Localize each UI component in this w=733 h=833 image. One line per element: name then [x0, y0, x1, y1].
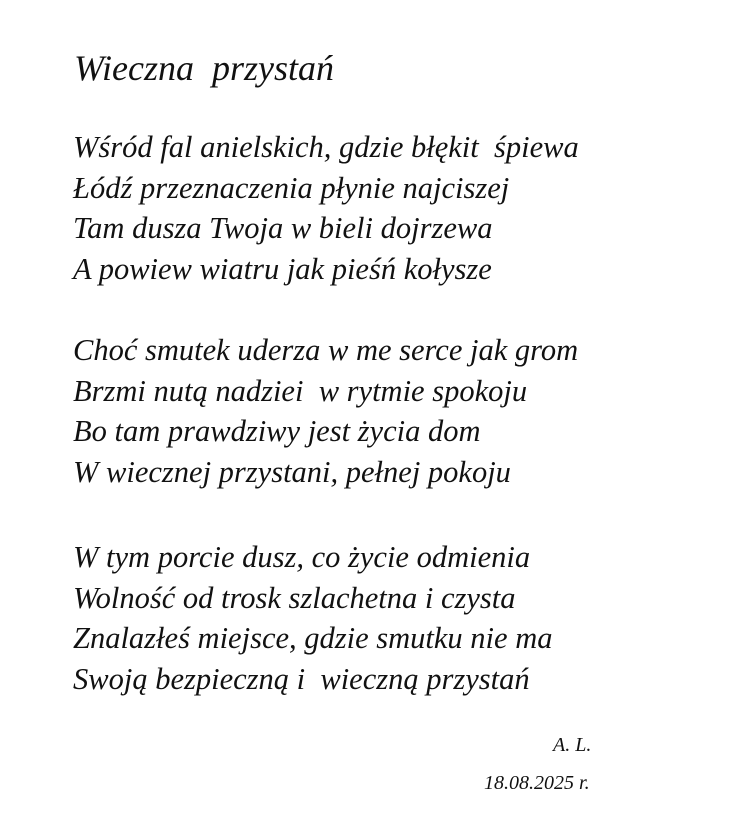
- stanza-1-line-1: Wśród fal anielskich, gdzie błękit śpiewa: [73, 130, 579, 164]
- stanza-1: [73, 127, 579, 289]
- stanza-3-line-2: Wolność od trosk szlachetna i czysta: [73, 580, 516, 615]
- stanza-3-line-1: W tym porcie dusz, co życie odmienia: [73, 540, 531, 574]
- stanza-2-line-1: Choć smutek uderza w me serce jak grom: [73, 333, 579, 367]
- stanza-2: [73, 330, 578, 492]
- author-signature: A. L.: [553, 734, 592, 756]
- stanza-2-line-4: W wiecznej przystani, pełnej pokoju: [73, 454, 511, 489]
- poem-date: 18.08.2025 r.: [484, 772, 590, 794]
- stanza-1-line-2: Łódź przeznaczenia płynie najciszej: [73, 170, 510, 205]
- stanza-3: [73, 537, 552, 699]
- stanza-1-line-3: Tam dusza Twoja w bieli dojrzewa: [73, 211, 493, 245]
- stanza-2-line-3: Bo tam prawdziwy jest życia dom: [73, 414, 481, 448]
- stanza-3-line-4: Swoją bezpieczną i wieczną przystań: [73, 661, 530, 696]
- stanza-1-line-4: A powiew wiatru jak pieśń kołysze: [73, 251, 492, 286]
- stanza-2-line-2: Brzmi nutą nadziei w rytmie spokoju: [73, 373, 528, 408]
- stanza-3-line-3: Znalazłeś miejsce, gdzie smutku nie ma: [73, 621, 553, 655]
- poem-title: Wieczna przystań: [74, 48, 334, 88]
